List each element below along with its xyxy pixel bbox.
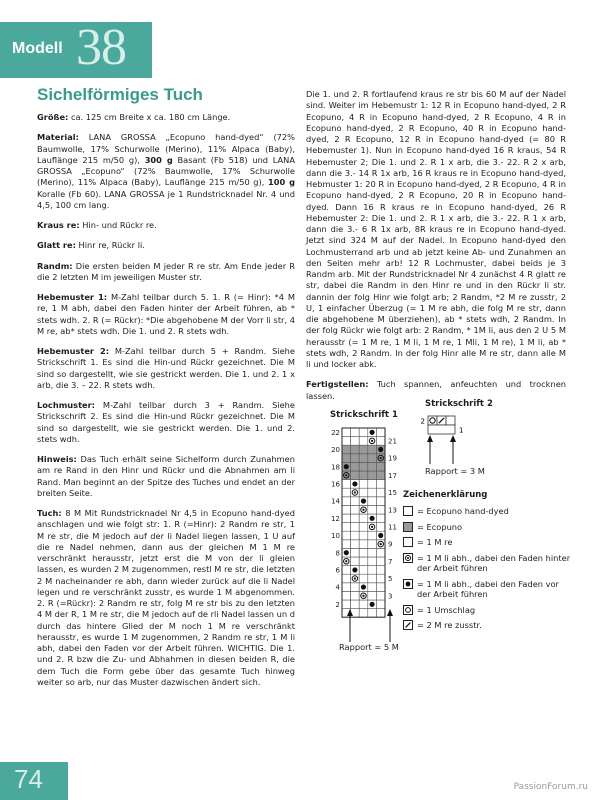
legend-item bbox=[403, 605, 573, 616]
chart1-cell bbox=[351, 583, 360, 592]
chart1-rapport: Rapport = 5 M bbox=[339, 642, 399, 652]
legend-item bbox=[403, 553, 573, 574]
chart1-cell bbox=[351, 437, 360, 446]
material-paragraph: Material: LANA GROSSA „Ecopuno hand-dyed“ (72% Baumwolle, 17% Schurwolle (Merino), 11% Alpaca (Baby), Lauflänge 215 m/50 g), 300 g Basant (Fb 518) und LANA GROSSA „Ecopuno“ (72% Baumwolle, 17% Schurwolle (Merino), 11% Alpaca (Baby), Lauflänge 215 m/50 g), 100 g Koralle (Fb 60). LANA GROSSA je 1 Rundstricknadel Nr. 4 und 4,5, 100 cm lang. bbox=[37, 132, 296, 210]
chart1-cell bbox=[376, 574, 385, 583]
chart1-row-label: 12 bbox=[331, 514, 340, 523]
chart1-cell bbox=[359, 480, 368, 489]
chart1-cell bbox=[342, 540, 351, 549]
chart1-cell bbox=[359, 548, 368, 557]
chart1-cell bbox=[342, 497, 351, 506]
chart2-row-label: 2 bbox=[420, 417, 425, 426]
chart1-cell bbox=[376, 566, 385, 575]
chart1-row-label: 7 bbox=[388, 557, 393, 566]
chart1-cell bbox=[368, 480, 377, 489]
modell-number: 38 bbox=[76, 19, 126, 76]
kraus-paragraph: Kraus re: Hin- und Rückr re. bbox=[37, 220, 157, 230]
chart1-cell bbox=[376, 480, 385, 489]
chart1-row-label: 6 bbox=[335, 566, 340, 575]
chart1-cell bbox=[342, 591, 351, 600]
legend-title: Zeichenerklärung bbox=[403, 490, 488, 500]
chart1-cell bbox=[376, 488, 385, 497]
chart1-cell bbox=[368, 445, 377, 454]
chart1-cell bbox=[351, 497, 360, 506]
chart1-cell bbox=[376, 462, 385, 471]
chart1-cell bbox=[376, 557, 385, 566]
chart1-cell bbox=[342, 454, 351, 463]
chart1-cell bbox=[342, 566, 351, 575]
chart1-cell bbox=[376, 523, 385, 532]
chart1-cell bbox=[351, 514, 360, 523]
chart1-row-label: 9 bbox=[388, 540, 393, 549]
chart1-cell bbox=[351, 531, 360, 540]
chart1-cell bbox=[368, 505, 377, 514]
chart1-cell bbox=[376, 591, 385, 600]
chart1-row-label: 14 bbox=[331, 497, 340, 506]
legend-text: = Ecopuno bbox=[417, 521, 463, 532]
chart1-cell bbox=[359, 566, 368, 575]
chart1-stitch-symbol bbox=[352, 567, 357, 572]
chart1-cell bbox=[359, 488, 368, 497]
chart1-cell bbox=[359, 428, 368, 437]
chart1-cell bbox=[368, 497, 377, 506]
chart1-cell bbox=[342, 531, 351, 540]
legend-item bbox=[403, 522, 573, 533]
chart1-cell bbox=[376, 428, 385, 437]
chart1-cell bbox=[351, 523, 360, 532]
chart1-cell bbox=[359, 540, 368, 549]
chart1-cell bbox=[351, 540, 360, 549]
chart1-stitch-symbol bbox=[370, 516, 375, 521]
chart1-stitch-symbol bbox=[370, 602, 375, 607]
chart1-row-label: 22 bbox=[331, 428, 340, 437]
rapport-arrowhead bbox=[450, 435, 456, 442]
chart1-row-label: 10 bbox=[331, 532, 340, 541]
finishing-paragraph: Fertigstellen: Tuch spannen, anfeuchten und trocknen lassen. bbox=[306, 379, 566, 401]
legend-symbol-blank bbox=[403, 537, 413, 547]
chart1-cell bbox=[342, 505, 351, 514]
legend-item bbox=[403, 579, 573, 600]
chart1-stitch-symbol bbox=[361, 585, 366, 590]
watermark: PassionForum.ru bbox=[513, 782, 588, 792]
chart1-cell bbox=[359, 574, 368, 583]
legend-stitch-symbol bbox=[405, 555, 410, 560]
chart2-rapport: Rapport = 3 M bbox=[425, 466, 485, 476]
chart1-cell bbox=[376, 514, 385, 523]
chart1-cell bbox=[376, 497, 385, 506]
chart1-cell bbox=[376, 437, 385, 446]
chart1-cell bbox=[368, 557, 377, 566]
legend-text: = 1 M li abh., dabei den Faden hinter der Arbeit führen bbox=[417, 552, 571, 573]
legend-text: = Ecopuno hand-dyed bbox=[417, 506, 509, 516]
chart1-cell bbox=[342, 428, 351, 437]
top-band bbox=[0, 0, 600, 10]
chart1-cell bbox=[376, 548, 385, 557]
rapport-arrowhead bbox=[427, 435, 433, 442]
chart1-row-label: 8 bbox=[335, 549, 340, 558]
chart1-cell bbox=[368, 591, 377, 600]
chart1-stitch-symbol bbox=[370, 430, 375, 435]
chart1-row-label: 16 bbox=[331, 480, 340, 489]
hinweis-paragraph: Hinweis: Das Tuch erhält seine Sichelform durch Zunahmen am re Rand in den Hinr und Rückr und die Abnahmen am li Rand. Man beginnt an der Spitze des Tuches und endet an der breiten Seite. bbox=[37, 454, 295, 498]
lochmuster-paragraph: Lochmuster: M-Zahl teilbar durch 3 + Randm. Siehe Strickschrift 2. Es sind die Hin-und Rückr gezeichnet. Die M sind so dargestellt, wie sie gestrickt werden. Die 1. und 2. stets wdh. bbox=[37, 400, 295, 444]
legend-symbol-drawing bbox=[404, 554, 412, 562]
chart1-row-label: 15 bbox=[388, 489, 397, 498]
legend-symbol-slip-back bbox=[403, 553, 413, 563]
chart1-row-label: 18 bbox=[331, 463, 340, 472]
chart1-cell bbox=[342, 445, 351, 454]
chart1-cell bbox=[351, 548, 360, 557]
chart1-cell bbox=[351, 557, 360, 566]
chart1-cell bbox=[368, 583, 377, 592]
chart1-cell bbox=[342, 514, 351, 523]
chart1-cell bbox=[359, 514, 368, 523]
chart1-row-label: 21 bbox=[388, 437, 397, 446]
chart1-cell bbox=[351, 454, 360, 463]
legend-item bbox=[403, 506, 573, 517]
chart1-cell bbox=[351, 445, 360, 454]
chart1-row-label: 11 bbox=[388, 523, 397, 532]
chart1-cell bbox=[359, 437, 368, 446]
legend-text: = 1 M li abh., dabei den Faden vor der Arbeit führen bbox=[417, 578, 559, 599]
page-number: 74 bbox=[14, 764, 43, 794]
chart1-row-label: 4 bbox=[335, 583, 340, 592]
chart2-grid bbox=[418, 414, 498, 474]
legend-item bbox=[403, 537, 573, 548]
rapport-arrowhead bbox=[347, 609, 353, 616]
instructions-paragraph: Die 1. und 2. R fortlaufend kraus re str bis 60 M auf der Nadel sind. Weiter im Hebemustr 1: 12 R in Ecopuno hand-dyed, 2 R Ecopuno, 4 R in Ecopuno hand-dyed, 2 R Ecopuno, 4 R in Ecopuno hand-dyed, 2 R Ecopuno, 40 R in Ecopuno hand-dyed, 2 R Ecopuno, 12 R in Ecopuno hand-dyed (= 80 R Hebemuster 1). Nun in Ecopuno hand-dyed 16 R kraus, 54 R Hebemuster 2; Die 1. und 2. R 1 x arb, die 3.- 22. R 2 x arb, dann die 3.- 14 R 1x arb, 16 R kraus re in Ecopuno hand-dyed, Hebmuster 1: 20 R in Ecopuno hand-dyed, 2 R Ecopuno, 4 R in Ecopuno hand-dyed, 2 R Ecopuno, 20 R in Ecopuno hand-dyed. Dann 16 R kraus re in Ecopuno hand-dyed, 26 R Hebemuster 2: Die 1. und 2. R 1 x arb, die 3.- 22. R 1 x arb, dann die 3.- 6 R 1x arb, 8R kraus re in Ecopuno hand-dyed. Jetzt sind 324 M auf der Nadel. In Ecopuno hand-dyed den Lochmusterrand arb und ab jetzt keine Ab- und Zunahmen an den Seiten mehr arb! 12 R Lochmuster, dabei beids je 3 Randm arb. Mit der Rundstricknadel Nr 4 zunächst 4 R glatt re str, dabei die Randm in den Hinr re und in den Rückr li str. dannin der folg Hinr wie folgt arb; 2 Randm, *2 M re zusstr, 2 U, 1 einfacher Überzug (= 1 M re abh, die folg M re str, dann die abgehobene M überziehen), ab * stets wdh, 2 Randm. In der folg Rückr wie folgt arb: 2 Randm, * 1M li, aus den 2 U 5 M herausstr (= 1 M re, 1 M li, 1 M re, 1 Mli, 1 M re), 1 M li, ab * stets wdh, 2 Randm. In der folg Hinr alle M re str, dann alle M li und locker abk. bbox=[306, 89, 566, 369]
chart1-stitch-symbol bbox=[361, 499, 366, 504]
chart1-cell bbox=[368, 540, 377, 549]
chart1-cell bbox=[359, 471, 368, 480]
randm-paragraph: Randm: Die ersten beiden M jeder R re str. Am Ende jeder R die 2 letzten M im jeweiligen Muster str. bbox=[37, 260, 295, 282]
chart1-cell bbox=[351, 591, 360, 600]
legend-symbol-drawing bbox=[404, 580, 412, 588]
left-column bbox=[37, 112, 295, 688]
legend-symbol-slip-front bbox=[403, 579, 413, 589]
chart1-cell bbox=[351, 428, 360, 437]
chart1-cell bbox=[351, 505, 360, 514]
chart1-cell bbox=[351, 471, 360, 480]
chart1-stitch-symbol bbox=[352, 481, 357, 486]
chart1-cell bbox=[359, 523, 368, 532]
chart1-cell bbox=[342, 437, 351, 446]
chart1-cell bbox=[376, 583, 385, 592]
chart1-stitch-symbol bbox=[344, 464, 349, 469]
chart1-cell bbox=[368, 566, 377, 575]
legend-text: = 1 M re bbox=[417, 537, 453, 547]
legend-text: = 2 M re zusstr. bbox=[417, 620, 482, 630]
legend-stitch-symbol bbox=[406, 581, 411, 586]
chart1-cell bbox=[351, 462, 360, 471]
chart1-row-label: 17 bbox=[388, 471, 397, 480]
hebemuster2-paragraph: Hebemuster 2: M-Zahl teilbar durch 5 + Randm. Siehe Strickschrift 1. Es sind die Hin-und Rückr gezeichnet. Die M sind so dargestellt, wie sie gestrickt werden. Die 1. und 2. 1 x arb, die 3. – 22. R stets wdh. bbox=[37, 346, 295, 390]
chart1-row-label: 5 bbox=[388, 575, 393, 584]
right-column bbox=[306, 89, 566, 411]
hebemuster1-paragraph: Hebemuster 1: M-Zahl teilbar durch 5. 1. R (= Hinr): *4 M re, 1 M abh, dabei den Faden hinter der Arbeit führen, ab * stets wdh. 2. R (= Rückr): *Die abgehobene M der Vorr li str, 4 M re, ab* stets wdh. Die 1. und 2. R stets wdh. bbox=[37, 292, 296, 336]
chart1-stitch-symbol bbox=[378, 447, 383, 452]
page-title: Sichelförmiges Tuch bbox=[37, 85, 203, 104]
chart1-cell bbox=[342, 488, 351, 497]
modell-label: Modell bbox=[12, 40, 63, 57]
chart1-row-label: 2 bbox=[335, 600, 340, 609]
chart1-row-label: 3 bbox=[388, 592, 393, 601]
rapport-arrowhead bbox=[387, 609, 393, 616]
chart1-cell bbox=[342, 523, 351, 532]
chart2-cell bbox=[428, 425, 455, 434]
chart1-cell bbox=[368, 531, 377, 540]
chart1-cell bbox=[368, 471, 377, 480]
chart1-cell bbox=[342, 583, 351, 592]
chart1-row-label: 13 bbox=[388, 506, 397, 515]
chart1-cell bbox=[376, 471, 385, 480]
chart1-arrows bbox=[330, 608, 420, 644]
legend bbox=[403, 506, 573, 636]
chart1-cell bbox=[368, 488, 377, 497]
chart1-cell bbox=[359, 557, 368, 566]
chart1-cell bbox=[359, 454, 368, 463]
legend-item bbox=[403, 620, 573, 631]
chart1-stitch-symbol bbox=[378, 533, 383, 538]
chart2-row-label: 1 bbox=[459, 426, 464, 435]
legend-text: = 1 Umschlag bbox=[417, 604, 476, 615]
tuch-paragraph: Tuch: 8 M Mit Rundstricknadel Nr 4,5 in Ecopuno hand-dyed anschlagen und wie folgt str: 1. R (=Hinr): 2 Randm re str, 1 M re str, die M jedoch auf der li Nadel liegen lassen, 1 U auf die re Nadel nehmen, dann aus der gleichen M 1 M re verschränkt herausstr, jetzt erst die M von der li gleien lassen, es wurden 2 M zugenommen, restl M re str, die letzten 2 M nacheinander re abh, dann wieder zurück auf die li Nadel legen und re verschränkt zusstr, es wurde 1 M abgenommen. 2. R (=Rückr): 2 Randm re str, folg M re str bis zu den letzten 4 M der R, 1 M re str, die M jedoch auf de rli Nadel lassen un d durch das hintere Glied der M noch 1 M re verschränkt herausstr, es wurde 1 M zugenommen, 2 Randm re str, 1 M li abh, dabei den Faden vor der Arbeit führen. WICHTIG. Die 1. und 2. R bzw die Zu- und Abhahmen in diesen beiden R, die dem Tuch die Form gebe über das gesamte Tuch hinweg weiter so arb, nur das Muster dazwischen ändert sich. bbox=[37, 508, 295, 687]
chart1-row-label: 19 bbox=[388, 454, 397, 463]
chart1-cell bbox=[342, 574, 351, 583]
legend-symbol-shaded bbox=[403, 522, 413, 532]
chart1-title: Strickschrift 1 bbox=[330, 410, 398, 420]
chart1-cell bbox=[359, 462, 368, 471]
chart1-cell bbox=[368, 548, 377, 557]
chart1-cell bbox=[368, 462, 377, 471]
size-paragraph: Größe: ca. 125 cm Breite x ca. 180 cm Länge. bbox=[37, 112, 231, 122]
chart1-cell bbox=[368, 454, 377, 463]
chart1-cell bbox=[359, 531, 368, 540]
chart1-row-label: 20 bbox=[331, 446, 340, 455]
glatt-paragraph: Glatt re: Hinr re, Rückr li. bbox=[37, 240, 145, 251]
chart2-title: Strickschrift 2 bbox=[425, 399, 493, 409]
chart1-cell bbox=[342, 480, 351, 489]
chart1-stitch-symbol bbox=[344, 550, 349, 555]
chart2-cell bbox=[446, 416, 455, 425]
chart1-cell bbox=[368, 574, 377, 583]
legend-symbol-blank bbox=[403, 506, 413, 516]
chart1-cell bbox=[359, 445, 368, 454]
chart1-cell bbox=[376, 505, 385, 514]
